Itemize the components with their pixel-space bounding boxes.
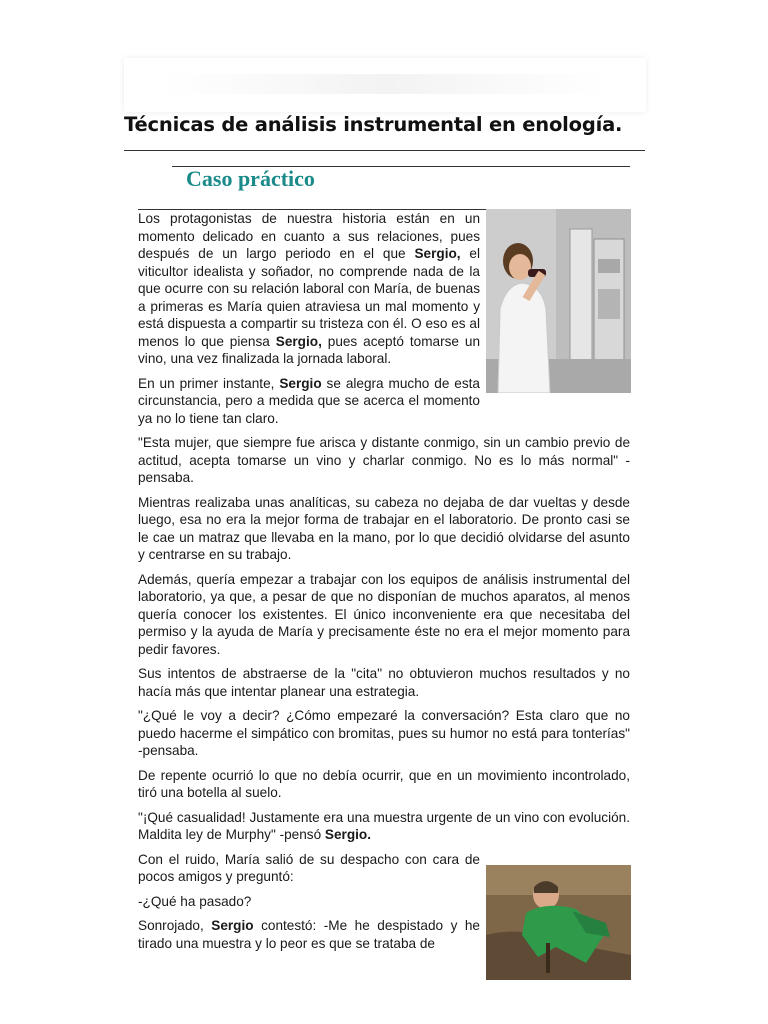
text-run: Sonrojado, [138, 918, 212, 933]
text-run: Sus intentos de abstraerse de la "cita" no obtuvieron muchos resultados y no hacía más que intentar planear una estrategia. [138, 666, 630, 699]
photo-spacer [480, 210, 630, 395]
text-run: Con el ruido, María salió de su despacho con cara de pocos amigos y preguntó: [138, 851, 480, 884]
paragraph [138, 665, 630, 700]
text-run: "¡Qué casualidad! Justamente era una muestra urgente de un vino con evolución. Maldita ley de Murphy" -pensó [138, 809, 630, 842]
title-divider [124, 150, 645, 151]
paragraph [138, 809, 630, 844]
paragraph [138, 494, 630, 564]
text-run: De repente ocurrió lo que no debía ocurrir, que en un movimiento incontrolado, tiró una botella al suelo. [138, 767, 630, 800]
photo-spacer [480, 853, 630, 971]
bold-name: Sergio, [414, 246, 461, 261]
text-run: "Esta mujer, que siempre fue arisca y distante conmigo, sin un cambio previo de actitud, acepta tomarse un vino y charlar conmigo. No es lo más normal" -pensaba. [138, 435, 630, 485]
paragraph [138, 571, 630, 659]
section-title: Caso práctico [186, 166, 315, 191]
bold-name: Sergio, [275, 333, 322, 349]
text-run: el viticultor idealista y soñador, no comprende nada de la que ocurre con su relación laboral con María, de buenas a primeras es María quien atraviesa un mal momento y está dispuesta a compartir su tristeza con él. O eso es al menos lo que piensa [138, 246, 481, 349]
bold-name: Sergio [211, 918, 254, 933]
bold-name: Sergio. [324, 827, 371, 842]
article-body [138, 210, 630, 971]
header-banner-faded-text [164, 74, 606, 94]
bold-name: Sergio [279, 375, 322, 391]
document-title: Técnicas de análisis instrumental en enología. [124, 113, 623, 136]
text-run: Los protagonistas de nuestra historia están en un momento delicado en cuanto a sus relaciones, pues después de un largo periodo en el que [138, 211, 480, 261]
paragraph [138, 707, 630, 760]
text-run: contestó: -Me he despistado y he tirado una muestra y lo peor es que se trataba de [138, 918, 480, 951]
text-run: Además, quería empezar a trabajar con los equipos de análisis instrumental del laboratorio, ya que, a pesar de que no disponían de muchos aparatos, al menos quería conocer los existentes. El único inconveniente era que necesitaba del permiso y la ayuda de María y precisamente éste no era el mejor momento para pedir favores. [138, 571, 630, 657]
text-run: -¿Qué ha pasado? [138, 893, 252, 909]
text-run: pues aceptó tomarse un vino, una vez finalizada la jornada laboral. [138, 333, 480, 366]
text-run: Mientras realizaba unas analíticas, su cabeza no dejaba de dar vueltas y desde luego, esa no era la mejor forma de trabajar en el laboratorio. De pronto casi se le cae un matraz que llevaba en la mano, por lo que decidió olvidarse del asunto y centrarse en su trabajo. [138, 494, 630, 562]
text-run: En un primer instante, [138, 375, 280, 391]
text-run: "¿Qué le voy a decir? ¿Cómo empezaré la conversación? Esta claro que no puedo hacerme el simpático con bromitas, pues su humor no está para tonterías" -pensaba. [138, 708, 630, 758]
header-banner [124, 58, 646, 112]
paragraph [138, 767, 630, 802]
text-run: se alegra mucho de esta circunstancia, pero a medida que se acerca el momento ya no lo tiene tan claro. [138, 375, 480, 426]
paragraph [138, 434, 630, 487]
